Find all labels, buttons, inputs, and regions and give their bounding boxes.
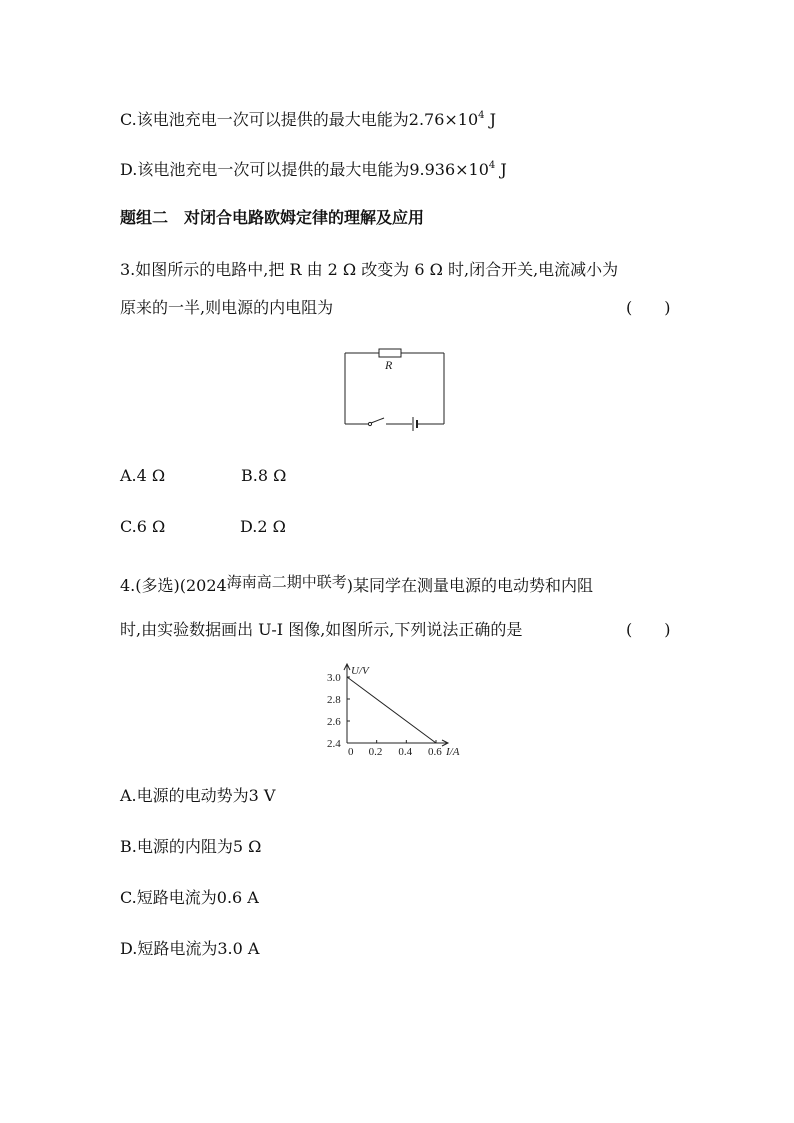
q2-option-d-exponent: 4 <box>488 160 496 171</box>
switch-contact <box>368 422 371 425</box>
q2-option-d <box>120 156 507 180</box>
q4-option-b[interactable]: B.电源的内阻为5 Ω <box>120 837 262 856</box>
q4-answer-paren: ( ) <box>626 620 671 639</box>
q2-option-d-text: D.该电池充电一次可以提供的最大电能为9.936×10 <box>120 160 489 179</box>
q4-source-tag: 海南高二期中联考 <box>226 573 347 591</box>
resistor-symbol <box>379 349 401 357</box>
y-tick-label: 2.4 <box>327 738 341 750</box>
y-tick-label: 3.0 <box>327 672 341 684</box>
origin-label: 0 <box>348 746 354 758</box>
y-axis-arrow <box>344 664 350 670</box>
resistor-label: R <box>385 358 393 372</box>
x-axis-label: I/A <box>446 746 460 758</box>
q4-suffix: )某同学在测量电源的电动势和内阻 <box>346 576 593 595</box>
q3-option-c[interactable]: C.6 Ω <box>120 517 166 536</box>
switch-lever <box>371 418 384 423</box>
data-line <box>347 677 436 743</box>
q2-option-c-text: C.该电池充电一次可以提供的最大电能为2.76×10 <box>120 110 479 129</box>
q2-option-c-unit: J <box>484 110 497 129</box>
x-tick-label: 0.4 <box>398 746 413 758</box>
q2-option-d-unit: J <box>495 160 507 179</box>
q4-prefix: 4.(多选)(2024 <box>120 576 227 595</box>
q4-option-d[interactable]: D.短路电流为3.0 A <box>120 939 260 958</box>
q2-option-c <box>120 106 496 130</box>
section-title: 题组二 对闭合电路欧姆定律的理解及应用 <box>120 208 425 227</box>
q4-stem-line1 <box>120 573 593 596</box>
x-tick-label: 0.2 <box>368 746 383 758</box>
q4-stem-line2: 时,由实验数据画出 U-I 图像,如图所示,下列说法正确的是 <box>120 620 523 639</box>
y-tick-label: 2.6 <box>327 716 341 728</box>
q3-option-d[interactable]: D.2 Ω <box>240 517 286 536</box>
q3-option-a[interactable]: A.4 Ω <box>120 466 166 485</box>
q2-option-c-exponent: 4 <box>478 110 485 121</box>
q3-stem-line1: 3.如图所示的电路中,把 R 由 2 Ω 改变为 6 Ω 时,闭合开关,电流减小为 <box>120 260 619 279</box>
q4-option-c[interactable]: C.短路电流为0.6 A <box>120 888 259 907</box>
q3-stem-line2: 原来的一半,则电源的内电阻为 <box>120 298 334 317</box>
q3-answer-paren: ( ) <box>626 298 671 317</box>
y-axis-label: U/V <box>351 665 369 677</box>
x-tick-label: 0.6 <box>428 746 442 758</box>
x-axis-arrow <box>442 740 448 746</box>
y-tick-label: 2.8 <box>327 694 341 706</box>
q3-option-b[interactable]: B.8 Ω <box>241 466 287 485</box>
q4-option-a[interactable]: A.电源的电动势为3 V <box>120 786 276 805</box>
